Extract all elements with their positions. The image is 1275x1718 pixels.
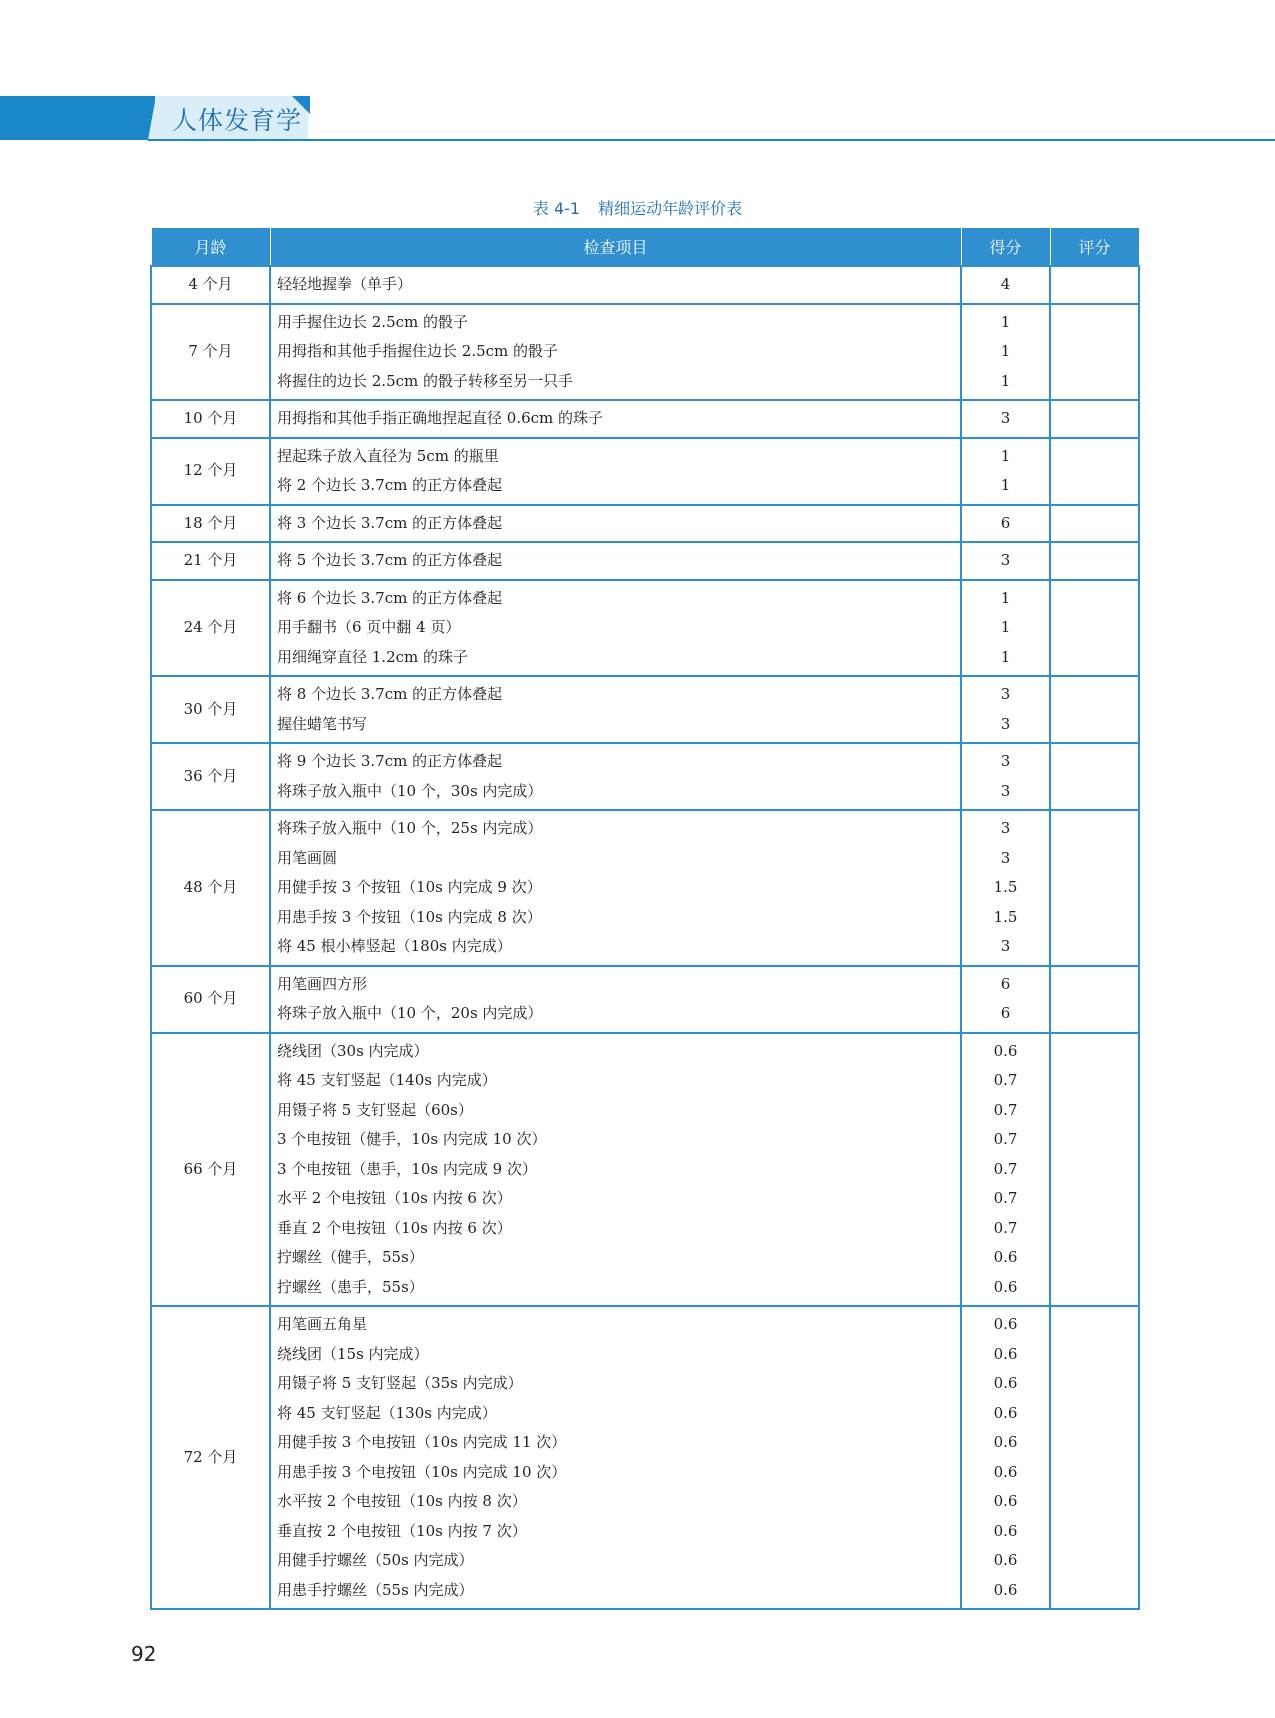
item-score: 0.6 xyxy=(993,1433,1018,1451)
score-cell xyxy=(961,1306,1050,1609)
item-text: 用拇指和其他手指正确地捏起直径 0.6cm 的珠子 xyxy=(277,409,604,427)
item-text: 用患手按 3 个电按钮（10s 内完成 10 次） xyxy=(277,1462,567,1481)
item-score: 1 xyxy=(1000,588,1011,607)
age-cell: 66 个月 xyxy=(151,1033,270,1307)
item-score: 4 xyxy=(1000,275,1011,293)
item-score: 3 xyxy=(1000,714,1011,733)
table-header-row xyxy=(151,228,1139,267)
item-text: 将 9 个边长 3.7cm 的正方体叠起 xyxy=(277,752,503,770)
rating-cell xyxy=(1050,676,1139,743)
item-score: 0.6 xyxy=(993,1521,1018,1540)
item-score: 3 xyxy=(1000,848,1011,867)
item-cell xyxy=(270,438,961,505)
table-caption xyxy=(0,196,1275,219)
item-text: 用健手按 3 个电按钮（10s 内完成 11 次） xyxy=(277,1433,567,1451)
item-text: 用镊子将 5 支钉竖起（35s 内完成） xyxy=(277,1374,523,1392)
item-score: 0.6 xyxy=(993,1277,1018,1296)
table-body xyxy=(151,266,1139,1609)
item-text: 3 个电按钮（健手，10s 内完成 10 次） xyxy=(277,1130,547,1148)
table-number: 表 4-1 xyxy=(532,199,581,218)
score-cell xyxy=(961,266,1050,304)
item-text: 将 5 个边长 3.7cm 的正方体叠起 xyxy=(277,551,503,569)
item-cell xyxy=(270,400,961,438)
table-row xyxy=(151,438,1139,505)
item-text: 将珠子放入瓶中（10 个，20s 内完成） xyxy=(277,1004,543,1022)
item-text: 用笔画四方形 xyxy=(277,974,368,993)
age-cell: 10 个月 xyxy=(151,400,270,438)
table-row xyxy=(151,1306,1139,1609)
item-score: 3 xyxy=(1000,819,1011,837)
item-score: 3 xyxy=(1000,752,1011,770)
item-cell xyxy=(270,676,961,743)
item-text: 水平 2 个电按钮（10s 内按 6 次） xyxy=(277,1189,512,1207)
table-row xyxy=(151,542,1139,580)
item-score: 0.7 xyxy=(993,1159,1018,1178)
item-cell xyxy=(270,580,961,677)
score-cell xyxy=(961,304,1050,401)
book-title: 人体发育学 xyxy=(172,106,303,135)
item-score: 0.7 xyxy=(993,1189,1018,1207)
age-cell: 48 个月 xyxy=(151,810,270,966)
score-cell xyxy=(961,966,1050,1033)
item-score: 0.6 xyxy=(993,1403,1018,1422)
item-score: 1 xyxy=(1000,647,1011,666)
item-score: 0.6 xyxy=(993,1041,1018,1060)
item-text: 捏起珠子放入直径为 5cm 的瓶里 xyxy=(277,446,499,465)
table-row xyxy=(151,676,1139,743)
rating-cell xyxy=(1050,505,1139,543)
item-text: 将 45 支钉竖起（140s 内完成） xyxy=(277,1071,497,1089)
rating-cell xyxy=(1050,966,1139,1033)
rating-cell xyxy=(1050,743,1139,810)
item-score: 6 xyxy=(1000,1004,1011,1022)
item-score: 1 xyxy=(1000,446,1011,465)
age-cell: 4 个月 xyxy=(151,266,270,304)
item-score: 1 xyxy=(1000,476,1011,494)
table-row xyxy=(151,304,1139,401)
item-score: 0.7 xyxy=(993,1100,1018,1119)
item-cell xyxy=(270,266,961,304)
table-row xyxy=(151,400,1139,438)
item-score: 3 xyxy=(1000,685,1011,703)
item-score: 1.5 xyxy=(993,878,1018,896)
score-cell xyxy=(961,400,1050,438)
evaluation-table xyxy=(150,227,1140,1610)
table-row xyxy=(151,580,1139,677)
item-text: 用拇指和其他手指握住边长 2.5cm 的骰子 xyxy=(277,342,559,360)
item-text: 将珠子放入瓶中（10 个，25s 内完成） xyxy=(277,819,543,837)
rating-cell xyxy=(1050,580,1139,677)
item-score: 1 xyxy=(1000,618,1011,636)
score-cell xyxy=(961,676,1050,743)
table-row xyxy=(151,505,1139,543)
item-text: 用镊子将 5 支钉竖起（60s） xyxy=(277,1100,473,1119)
header-item: 检查项目 xyxy=(270,228,961,267)
item-cell xyxy=(270,505,961,543)
score-cell xyxy=(961,438,1050,505)
age-cell: 18 个月 xyxy=(151,505,270,543)
item-score: 0.7 xyxy=(993,1218,1018,1237)
item-cell xyxy=(270,1306,961,1609)
item-score: 3 xyxy=(1000,781,1011,800)
item-text: 轻轻地握拳（单手） xyxy=(277,275,413,293)
item-text: 将 2 个边长 3.7cm 的正方体叠起 xyxy=(277,476,503,494)
item-cell xyxy=(270,1033,961,1307)
item-text: 将 3 个边长 3.7cm 的正方体叠起 xyxy=(277,513,503,532)
item-text: 用患手按 3 个按钮（10s 内完成 8 次） xyxy=(277,907,542,926)
item-score: 1 xyxy=(1000,312,1011,331)
item-text: 将 45 支钉竖起（130s 内完成） xyxy=(277,1403,497,1422)
table-row xyxy=(151,1033,1139,1307)
age-cell: 30 个月 xyxy=(151,676,270,743)
item-text: 用手握住边长 2.5cm 的骰子 xyxy=(277,312,469,331)
item-score: 0.6 xyxy=(993,1248,1018,1266)
rating-cell xyxy=(1050,438,1139,505)
rating-cell xyxy=(1050,266,1139,304)
item-score: 3 xyxy=(1000,409,1011,427)
item-score: 0.6 xyxy=(993,1374,1018,1392)
header-rule xyxy=(148,139,1275,141)
item-text: 用笔画圆 xyxy=(277,848,338,867)
item-text: 水平按 2 个电按钮（10s 内按 8 次） xyxy=(277,1492,527,1510)
item-score: 1.5 xyxy=(993,907,1018,926)
item-text: 用细绳穿直径 1.2cm 的珠子 xyxy=(277,647,469,666)
header-age: 月龄 xyxy=(151,228,270,267)
item-text: 拧螺丝（健手，55s） xyxy=(277,1248,424,1266)
age-cell: 24 个月 xyxy=(151,580,270,677)
item-score: 0.6 xyxy=(993,1492,1018,1510)
item-score: 0.6 xyxy=(993,1580,1018,1599)
page-number: 92 xyxy=(131,1642,157,1666)
score-cell xyxy=(961,505,1050,543)
rating-cell xyxy=(1050,1033,1139,1307)
header-score: 得分 xyxy=(961,228,1050,267)
item-text: 用笔画五角星 xyxy=(277,1315,368,1333)
item-cell xyxy=(270,966,961,1033)
table-title: 精细运动年龄评价表 xyxy=(598,199,743,218)
score-cell xyxy=(961,743,1050,810)
item-text: 握住蜡笔书写 xyxy=(277,714,368,733)
header-rating: 评分 xyxy=(1050,228,1139,267)
header-band xyxy=(0,96,155,140)
item-score: 3 xyxy=(1000,937,1011,955)
item-text: 3 个电按钮（患手，10s 内完成 9 次） xyxy=(277,1159,537,1178)
item-text: 垂直按 2 个电按钮（10s 内按 7 次） xyxy=(277,1521,527,1540)
item-score: 1 xyxy=(1000,371,1011,390)
item-text: 绕线团（15s 内完成） xyxy=(277,1344,429,1363)
rating-cell xyxy=(1050,1306,1139,1609)
rating-cell xyxy=(1050,400,1139,438)
item-text: 将珠子放入瓶中（10 个，30s 内完成） xyxy=(277,781,543,800)
rating-cell xyxy=(1050,810,1139,966)
item-cell xyxy=(270,304,961,401)
item-text: 用患手拧螺丝（55s 内完成） xyxy=(277,1580,474,1599)
table-row xyxy=(151,966,1139,1033)
item-score: 0.6 xyxy=(993,1551,1018,1569)
age-cell: 7 个月 xyxy=(151,304,270,401)
item-score: 0.6 xyxy=(993,1315,1018,1333)
item-score: 6 xyxy=(1000,513,1011,532)
score-cell xyxy=(961,580,1050,677)
item-text: 将 45 根小棒竖起（180s 内完成） xyxy=(277,937,512,955)
rating-cell xyxy=(1050,542,1139,580)
item-score: 6 xyxy=(1000,974,1011,993)
item-text: 垂直 2 个电按钮（10s 内按 6 次） xyxy=(277,1218,512,1237)
item-text: 绕线团（30s 内完成） xyxy=(277,1041,429,1060)
item-score: 0.6 xyxy=(993,1462,1018,1481)
item-score: 3 xyxy=(1000,551,1011,569)
item-cell xyxy=(270,743,961,810)
item-text: 拧螺丝（患手，55s） xyxy=(277,1277,424,1296)
item-text: 用手翻书（6 页中翻 4 页） xyxy=(277,618,461,636)
age-cell: 60 个月 xyxy=(151,966,270,1033)
item-score: 1 xyxy=(1000,342,1011,360)
item-text: 将 6 个边长 3.7cm 的正方体叠起 xyxy=(277,588,503,607)
item-text: 用健手拧螺丝（50s 内完成） xyxy=(277,1551,474,1569)
item-cell xyxy=(270,542,961,580)
age-cell: 12 个月 xyxy=(151,438,270,505)
item-score: 0.6 xyxy=(993,1344,1018,1363)
age-cell: 21 个月 xyxy=(151,542,270,580)
table-row xyxy=(151,810,1139,966)
score-cell xyxy=(961,1033,1050,1307)
score-cell xyxy=(961,810,1050,966)
item-score: 0.7 xyxy=(993,1071,1018,1089)
item-text: 将握住的边长 2.5cm 的骰子转移至另一只手 xyxy=(277,371,574,390)
age-cell: 36 个月 xyxy=(151,743,270,810)
rating-cell xyxy=(1050,304,1139,401)
item-text: 用健手按 3 个按钮（10s 内完成 9 次） xyxy=(277,878,542,896)
item-score: 0.7 xyxy=(993,1130,1018,1148)
age-cell: 72 个月 xyxy=(151,1306,270,1609)
item-cell xyxy=(270,810,961,966)
score-cell xyxy=(961,542,1050,580)
table-row xyxy=(151,266,1139,304)
item-text: 将 8 个边长 3.7cm 的正方体叠起 xyxy=(277,685,503,703)
table-row xyxy=(151,743,1139,810)
